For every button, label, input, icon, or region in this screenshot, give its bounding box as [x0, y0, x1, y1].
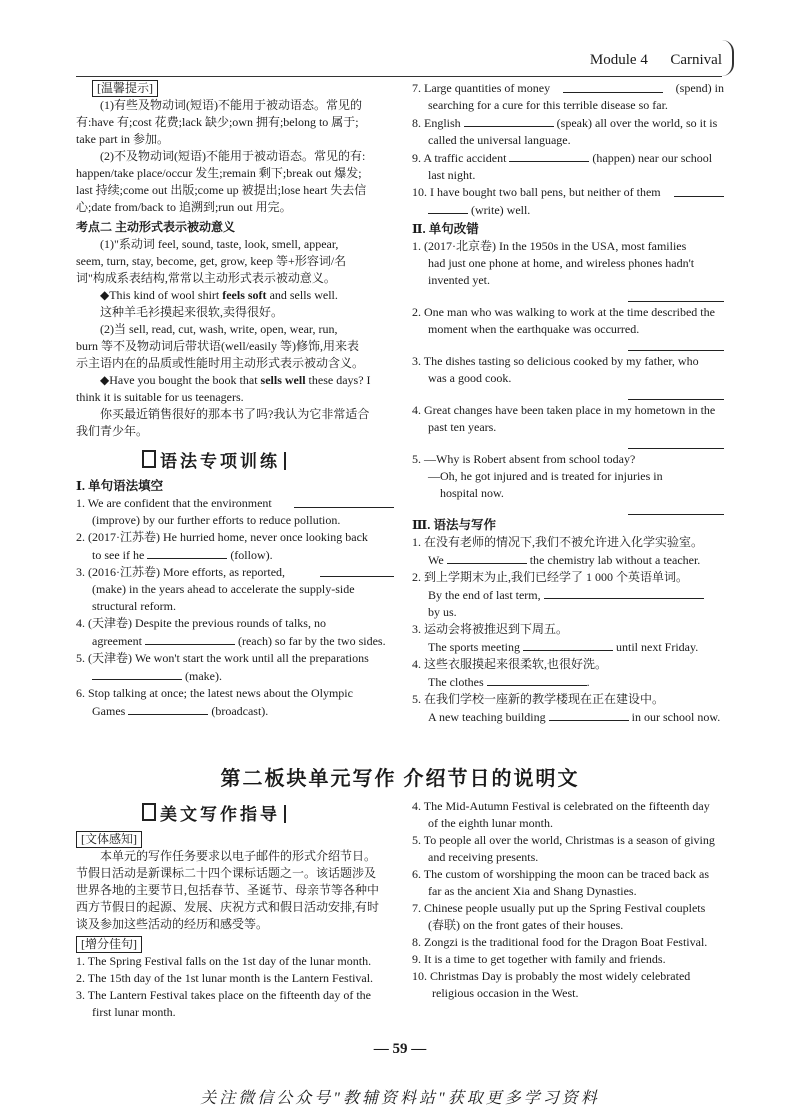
example-line: think it is suitable for us teenagers. [76, 390, 244, 404]
tip-line: last 持续;come out 出版;come up 被提出;lose heart 失去信 [76, 183, 367, 197]
correction-item: moment when the earthquake was occurred. [428, 322, 640, 336]
correction-item: —Oh, he got injured and is treated for injuries in [428, 469, 663, 483]
tip-line: 心;date from/back to 追溯到;run out 用完。 [76, 200, 292, 214]
answer-blank[interactable] [523, 638, 613, 651]
bookmark-icon [142, 803, 156, 821]
exercise-item: 4. (天津卷) Despite the previous rounds of talks, no [76, 616, 326, 630]
kaodian-title: 考点二 主动形式表示被动意义 [76, 220, 236, 234]
sentence-item: far as the ancient Xia and Shang Dynasties. [428, 884, 637, 898]
section-title: Ⅲ. 语法与写作 [412, 518, 496, 532]
answer-line[interactable] [628, 502, 724, 515]
running-header [590, 52, 722, 69]
correction-item: 2. One man who was walking to work at the time described the [412, 305, 715, 319]
paragraph-line: 节假日活动是新课标二十四个课标话题之一。该话题涉及 [76, 866, 377, 880]
sentence-item: religious occasion in the West. [432, 986, 579, 1000]
sentence-item: and receiving presents. [428, 850, 539, 864]
answer-blank[interactable] [549, 708, 629, 721]
section-tag: [文体感知] [76, 831, 142, 848]
answer-line[interactable] [628, 436, 724, 449]
answer-blank[interactable] [294, 495, 394, 508]
correction-item: 3. The dishes tasting so delicious cooked by my father, who [412, 354, 699, 368]
answer-blank[interactable] [428, 201, 468, 214]
paragraph-line: 谈及参加这些活动的经历和感受等。 [76, 917, 269, 931]
section-banner-writing: 美文写作指导 [142, 803, 394, 823]
correction-item: had just one phone at home, and wireless phones hadn't [428, 256, 695, 270]
writing-item: By the end of last term, [412, 586, 724, 604]
paragraph-line: 西方节假日的起源、发展、庆祝方式和假日活动安排,有时 [76, 900, 380, 914]
header-unit: Carnival [670, 52, 722, 68]
right-column-top [412, 80, 724, 726]
exercise-item: Games (broadcast). [92, 704, 269, 718]
sentence-item: 3. The Lantern Festival takes place on the fifteenth day of the [76, 988, 372, 1002]
exercise-item: (improve) by our further efforts to reduce pollution. [92, 513, 341, 527]
tip-line: happen/take place/occur 发生;remain 剩下;break out 爆发; [76, 166, 362, 180]
section-tag: [增分佳句] [76, 936, 142, 953]
sentence-item: 5. To people all over the world, Christmas is a season of giving [412, 833, 715, 847]
tip-line: 有:have 有;cost 花费;lack 缺少;own 拥有;belong to 属于; [76, 115, 359, 129]
section-title: Ⅰ. 单句语法填空 [76, 479, 164, 493]
paragraph-line: 世界各地的主要节日,包括春节、圣诞节、母亲节等各种中 [76, 883, 380, 897]
answer-blank[interactable] [447, 551, 527, 564]
example-translation: 我们青少年。 [76, 424, 149, 438]
header-rule [76, 76, 722, 77]
correction-item: hospital now. [440, 486, 504, 500]
writing-item: The clothes . [428, 675, 590, 689]
paragraph-line: 本单元的写作任务要求以电子邮件的形式介绍节日。 [100, 849, 377, 863]
sentence-item: 4. The Mid-Autumn Festival is celebrated on the fifteenth day [412, 799, 710, 813]
part-title: 第二板块单元写作 介绍节日的说明文 [220, 768, 580, 790]
correction-item: was a good cook. [428, 371, 512, 385]
exercise-item: 1. We are confident that the environment [76, 495, 394, 512]
example-line: ◆This kind of wool shirt feels soft and sells well. [100, 288, 338, 302]
exercise-item: (write) well. [412, 201, 724, 219]
answer-blank[interactable] [544, 586, 704, 599]
footer-note: 关注微信公众号"教辅资料站"获取更多学习资料 [200, 1090, 600, 1107]
answer-blank[interactable] [509, 149, 589, 162]
exercise-item: searching for a cure for this terrible disease so far. [428, 98, 668, 112]
example-translation: 这种羊毛衫摸起来很软,卖得很好。 [100, 305, 284, 319]
left-column-bottom [76, 803, 394, 1021]
sentence-item: 2. The 15th day of the 1st lunar month is the Lantern Festival. [76, 971, 374, 985]
writing-prompt: 5. 在我们学校一座新的教学楼现在正在建设中。 [412, 692, 665, 706]
right-column-bottom [412, 798, 724, 1002]
answer-blank[interactable] [674, 184, 724, 197]
sentence-item: (春联) on the front gates of their houses. [428, 918, 624, 932]
exercise-item: (make). [76, 667, 394, 685]
sentence-item: first lunar month. [92, 1005, 176, 1019]
exercise-item: called the universal language. [428, 133, 571, 147]
exercise-item: to see if he (follow). [92, 548, 273, 562]
correction-item: 4. Great changes have been taken place in my hometown in the [412, 403, 716, 417]
exercise-item: 8. English (speak) all over the world, so it is [412, 116, 718, 130]
sentence-item: 9. It is a time to get together with family and friends. [412, 952, 666, 966]
writing-item: A new teaching building in our school now. [428, 710, 721, 724]
section-title: Ⅱ. 单句改错 [412, 222, 479, 236]
example-translation: 你买最近销售很好的那本书了吗?我认为它非常适合 [100, 407, 370, 421]
kaodian-line: 词"构成系表结构,常常以主动形式表示被动意义。 [76, 271, 336, 285]
sentence-item: 1. The Spring Festival falls on the 1st day of the lunar month. [76, 954, 372, 968]
bookmark-icon [142, 450, 156, 468]
writing-prompt: 4. 这些衣服摸起来很柔软,也很好洗。 [412, 657, 608, 671]
writing-prompt: 3. 运动会将被推迟到下周五。 [412, 622, 569, 636]
tip-line: take part in 参加。 [76, 132, 169, 146]
kaodian-line: (1)"系动词 feel, sound, taste, look, smell, appear, [100, 237, 339, 251]
page-number: — 59 — [373, 1041, 427, 1057]
writing-prompt: 1. 在没有老师的情况下,我们不被允许进入化学实验室。 [412, 535, 704, 549]
exercise-item: structural reform. [92, 599, 176, 613]
writing-item: The sports meeting until next Friday. [428, 640, 699, 654]
answer-line[interactable] [628, 387, 724, 400]
writing-prompt: 2. 到上学期末为止,我们已经学了 1 000 个英语单词。 [412, 570, 689, 584]
exercise-item: 9. A traffic accident (happen) near our school [412, 151, 713, 165]
exercise-item: 5. (天津卷) We won't start the work until all the preparations [76, 651, 369, 665]
answer-blank[interactable] [92, 667, 182, 680]
section-banner-grammar: 语法专项训练 [142, 450, 394, 470]
sentence-item: 6. The custom of worshipping the moon can be traced back as [412, 867, 710, 881]
answer-blank[interactable] [464, 114, 554, 127]
answer-blank[interactable] [145, 632, 235, 645]
writing-item: We the chemistry lab without a teacher. [428, 553, 701, 567]
exercise-item: 3. (2016·江苏卷) More efforts, as reported, [76, 564, 394, 581]
tip-line: (1)有些及物动词(短语)不能用于被动语态。常见的 [100, 98, 362, 112]
answer-line[interactable] [628, 338, 724, 351]
answer-blank[interactable] [147, 546, 227, 559]
kaodian-line: burn 等不及物动词后带状语(well/easily 等)修饰,用来表 [76, 339, 359, 353]
sentence-item: 7. Chinese people usually put up the Spring Festival couplets [412, 901, 706, 915]
exercise-item: 6. Stop talking at once; the latest news about the Olympic [76, 686, 353, 700]
correction-item: invented yet. [428, 273, 490, 287]
correction-item: 5. —Why is Robert absent from school today? [412, 452, 636, 466]
correction-item: past ten years. [428, 420, 497, 434]
writing-item: by us. [428, 605, 457, 619]
header-module: Module 4 [589, 52, 648, 68]
kaodian-line: 示主语内在的品质或性能时用主动形式表示被动含义。 [76, 356, 365, 370]
kaodian-line: (2)当 sell, read, cut, wash, write, open, wear, run, [100, 322, 338, 336]
exercise-item: (make) in the years ahead to accelerate the supply-side [92, 582, 355, 596]
sentence-item: 10. Christmas Day is probably the most widely celebrated [412, 969, 691, 983]
left-column-top [76, 80, 394, 720]
answer-blank[interactable] [320, 564, 394, 577]
kaodian-line: seem, turn, stay, become, get, grow, keep 等+形容词/名 [76, 254, 347, 268]
answer-blank[interactable] [487, 673, 587, 686]
sentence-item: 8. Zongzi is the traditional food for the Dragon Boat Festival. [412, 935, 708, 949]
exercise-item: 2. (2017·江苏卷) He hurried home, never once looking back [76, 530, 368, 544]
tip-line: (2)不及物动词(短语)不能用于被动语态。常见的有: [100, 149, 366, 163]
tip-tag: [温馨提示] [92, 80, 158, 97]
example-line: ◆Have you bought the book that sells well these days? I [100, 373, 371, 387]
exercise-item: last night. [428, 168, 476, 182]
exercise-item: agreement (reach) so far by the two sides. [92, 634, 386, 648]
answer-blank[interactable] [563, 80, 663, 93]
correction-item: 1. (2017·北京卷) In the 1950s in the USA, most families [412, 239, 687, 253]
sentence-item: of the eighth lunar month. [428, 816, 553, 830]
answer-line[interactable] [628, 289, 724, 302]
exercise-item: 10. I have bought two ball pens, but neither of them [412, 184, 724, 201]
exercise-item: 7. Large quantities of money (spend) in [412, 81, 724, 95]
answer-blank[interactable] [128, 702, 208, 715]
